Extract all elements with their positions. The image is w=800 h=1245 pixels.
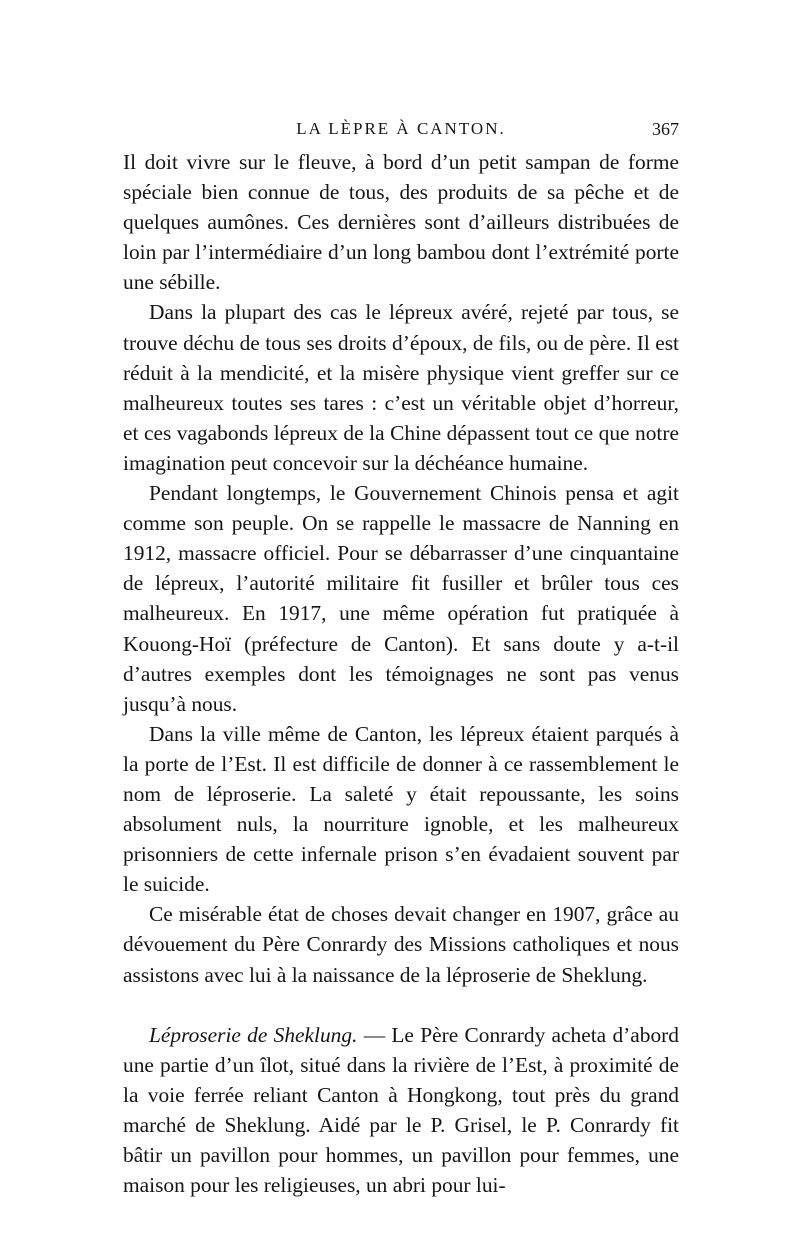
paragraph-canton-east-gate: Dans la ville même de Canton, les lépreux étaient parqués à la porte de l’Est. Il est difficile de donner à ce rassemblement le nom de léproserie. La saleté y était repoussante, les soins absolument nuls, la nourriture ignoble, et les malheureux prisonniers de cette infernale prison s’en évadaient souvent par le suicide. <box>123 721 679 897</box>
section-sheklung <box>123 1020 679 1201</box>
paragraph-continued: Il doit vivre sur le fleuve, à bord d’un petit sampan de forme spéciale bien connue de tous, des produits de sa pêche et de quelques aumônes. Ces dernières sont d’ailleurs distribuées de loin par l’intermédiaire d’un long bambou dont l’extrémité porte une sébille. <box>123 150 679 295</box>
paragraph-government-massacres: Pendant longtemps, le Gouvernement Chinois pensa et agit comme son peuple. On se rappelle le massacre de Nanning en 1912, massacre officiel. Pour se débarrasser d’une cinquantaine de lépreux, l’autorité militaire fit fusiller et brûler tous ces malheureux. En 1917, une même opération fut pratiquée à Kouong-Hoï (préfecture de Canton). Et sans doute y a-t-il d’autres exemples dont les témoignages ne sont pas venus jusqu’à nous. <box>123 481 679 716</box>
page-number: 367 <box>652 119 679 139</box>
section-title: Léproserie de Sheklung. <box>149 1022 358 1047</box>
running-head <box>123 113 679 147</box>
paragraph-conrardy-1907: Ce misérable état de choses devait changer en 1907, grâce au dévouement du Père Conrardy des Missions catholiques et nous assistons avec lui à la naissance de la léproserie de Sheklung. <box>123 902 679 987</box>
section-text: — Le Père Conrardy acheta d’abord une partie d’un îlot, situé dans la rivière de l’Est, à proximité de la voie ferrée reliant Canton à Hongkong, tout près du grand marché de Sheklung. Aidé par le P. Grisel, le P. Conrardy fit bâtir un pavillon pour hommes, un pavillon pour femmes, une maison pour les religieuses, un abri pour lui- <box>123 1022 679 1198</box>
paragraph-lepers-rejected: Dans la plupart des cas le lépreux avéré, rejeté par tous, se trouve déchu de tous ses droits d’époux, de fils, ou de père. Il est réduit à la mendicité, et la misère physique vient greffer sur ce malheureux toutes ses tares : c’est un véritable objet d’horreur, et ces vagabonds lépreux de la Chine dépassent tout ce que notre imagination peut concevoir sur la déchéance humaine. <box>123 300 679 475</box>
book-page <box>123 113 679 1200</box>
running-title: LA LÈPRE À CANTON. <box>296 119 506 138</box>
